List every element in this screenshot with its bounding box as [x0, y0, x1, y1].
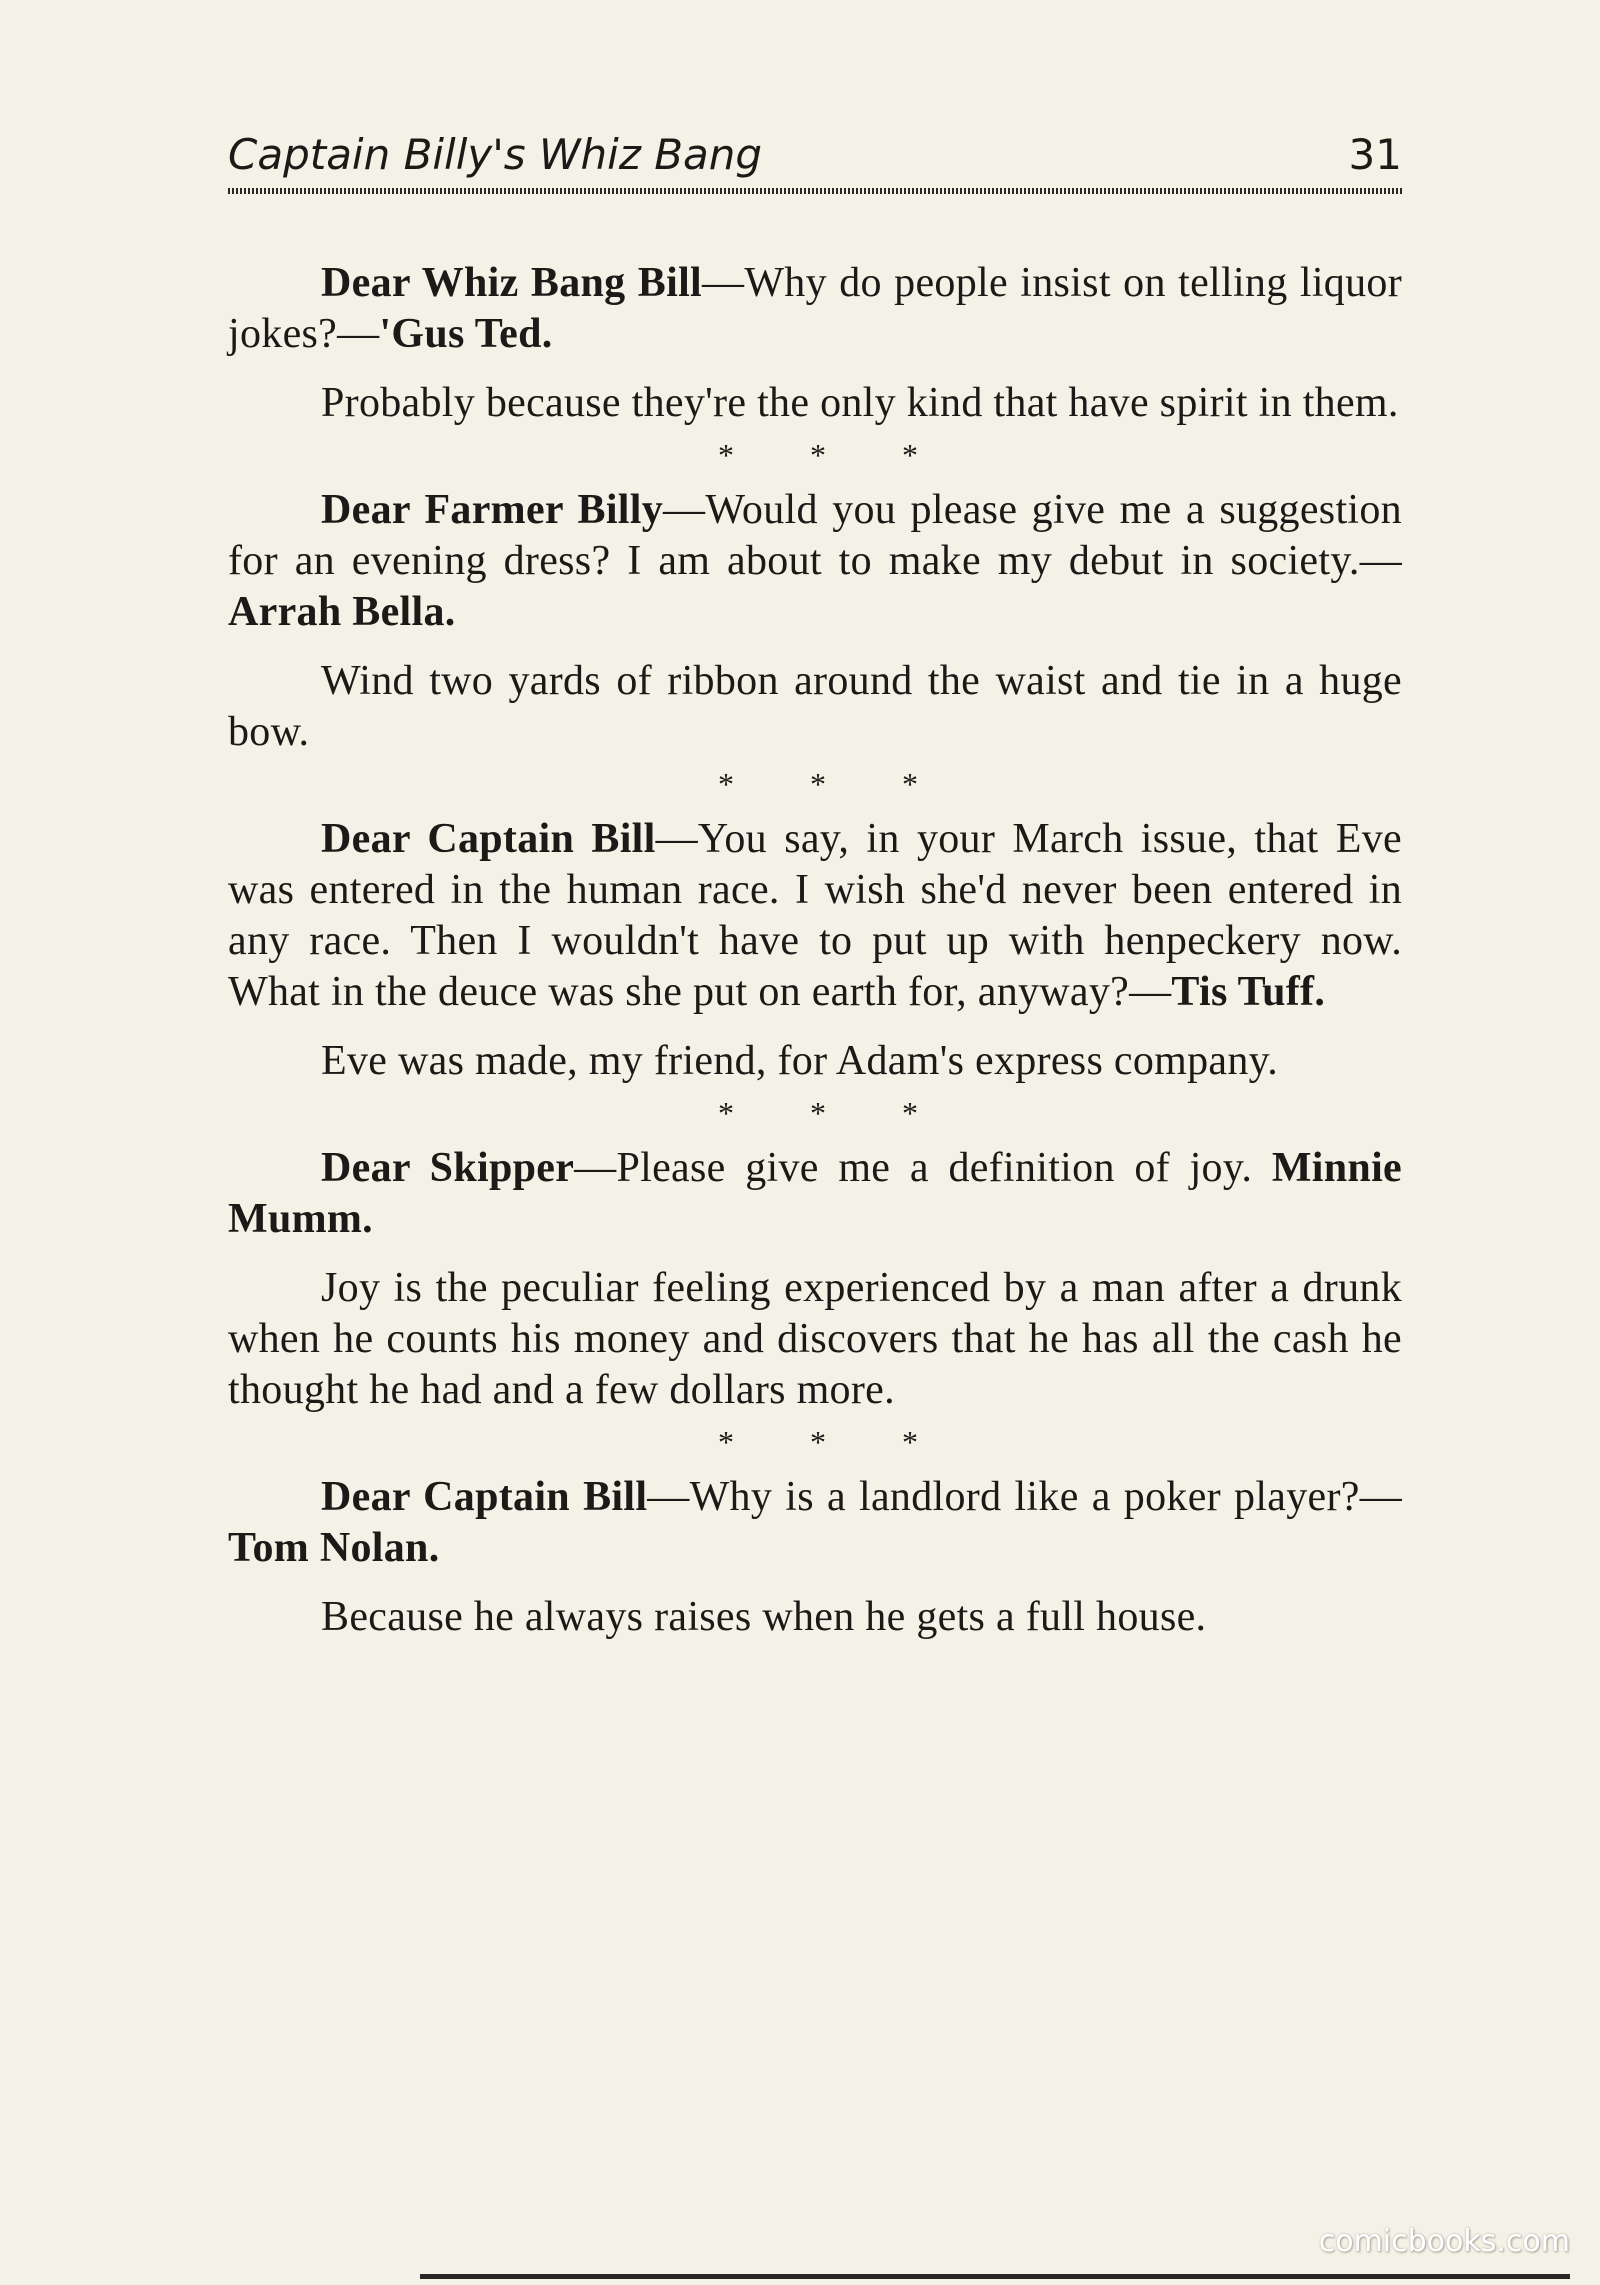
letter-answer: Because he always raises when he gets a full house.	[321, 1594, 1207, 1640]
letter-signer: Minnie Mumm.	[228, 1145, 1402, 1242]
letter-question	[228, 485, 1402, 638]
letter-text: —Why is a landlord like a poker player?—	[647, 1474, 1403, 1520]
letter-signer: Tis Tuff.	[1171, 969, 1326, 1015]
letter-question	[228, 1143, 1402, 1245]
running-header	[228, 130, 1402, 190]
site-watermark: comicbooks.com	[1318, 2224, 1570, 2259]
letter-addressee: Dear Captain Bill	[321, 1474, 648, 1520]
letter-question	[228, 814, 1402, 1018]
letter-question	[228, 1472, 1402, 1574]
letter-answer: Joy is the peculiar feeling experienced by a man after a drunk when he counts his money and discovers that he has all the cash he thought he had and a few dollars more.	[228, 1265, 1402, 1413]
section-separator: * * *	[718, 437, 952, 473]
letter-answer: Wind two yards of ribbon around the waist and tie in a huge bow.	[228, 658, 1402, 755]
magazine-title: Captain Billy's Whiz Bang	[228, 130, 763, 179]
letter-addressee: Dear Whiz Bang Bill	[321, 260, 703, 306]
page-number: 31	[1348, 130, 1402, 179]
letter-signer: 'Gus Ted.	[379, 311, 553, 357]
letters-column	[228, 258, 1402, 1649]
letter-signer: Tom Nolan.	[228, 1525, 440, 1571]
section-separator: * * *	[718, 1095, 952, 1131]
letter-text: —Would you please give me a suggestion for an evening dress? I am about to make my debut in society.—	[228, 487, 1402, 584]
letter-addressee: Dear Captain Bill	[321, 816, 656, 862]
letter-text: —You say, in your March issue, that Eve was entered in the human race. I wish she'd never been entered in any race. Then I wouldn't have to put up with henpeckery now. What in the deuce was she put on earth for, anyway?—	[228, 816, 1402, 1015]
letter-answer: Probably because they're the only kind that have spirit in them.	[321, 380, 1399, 426]
bottom-edge-rule	[420, 2274, 1570, 2279]
letter-signer: Arrah Bella.	[228, 589, 456, 635]
section-separator: * * *	[718, 1424, 952, 1460]
letter-question	[228, 258, 1402, 360]
letter-text: —Please give me a definition of joy.	[574, 1145, 1272, 1191]
letter-answer: Eve was made, my friend, for Adam's express company.	[321, 1038, 1279, 1084]
letter-addressee: Dear Skipper	[321, 1145, 575, 1191]
section-separator: * * *	[718, 766, 952, 802]
letter-addressee: Dear Farmer Billy	[321, 487, 664, 533]
letter-text: —Why do people insist on telling liquor jokes?—	[228, 260, 1402, 357]
header-rule	[228, 188, 1402, 194]
